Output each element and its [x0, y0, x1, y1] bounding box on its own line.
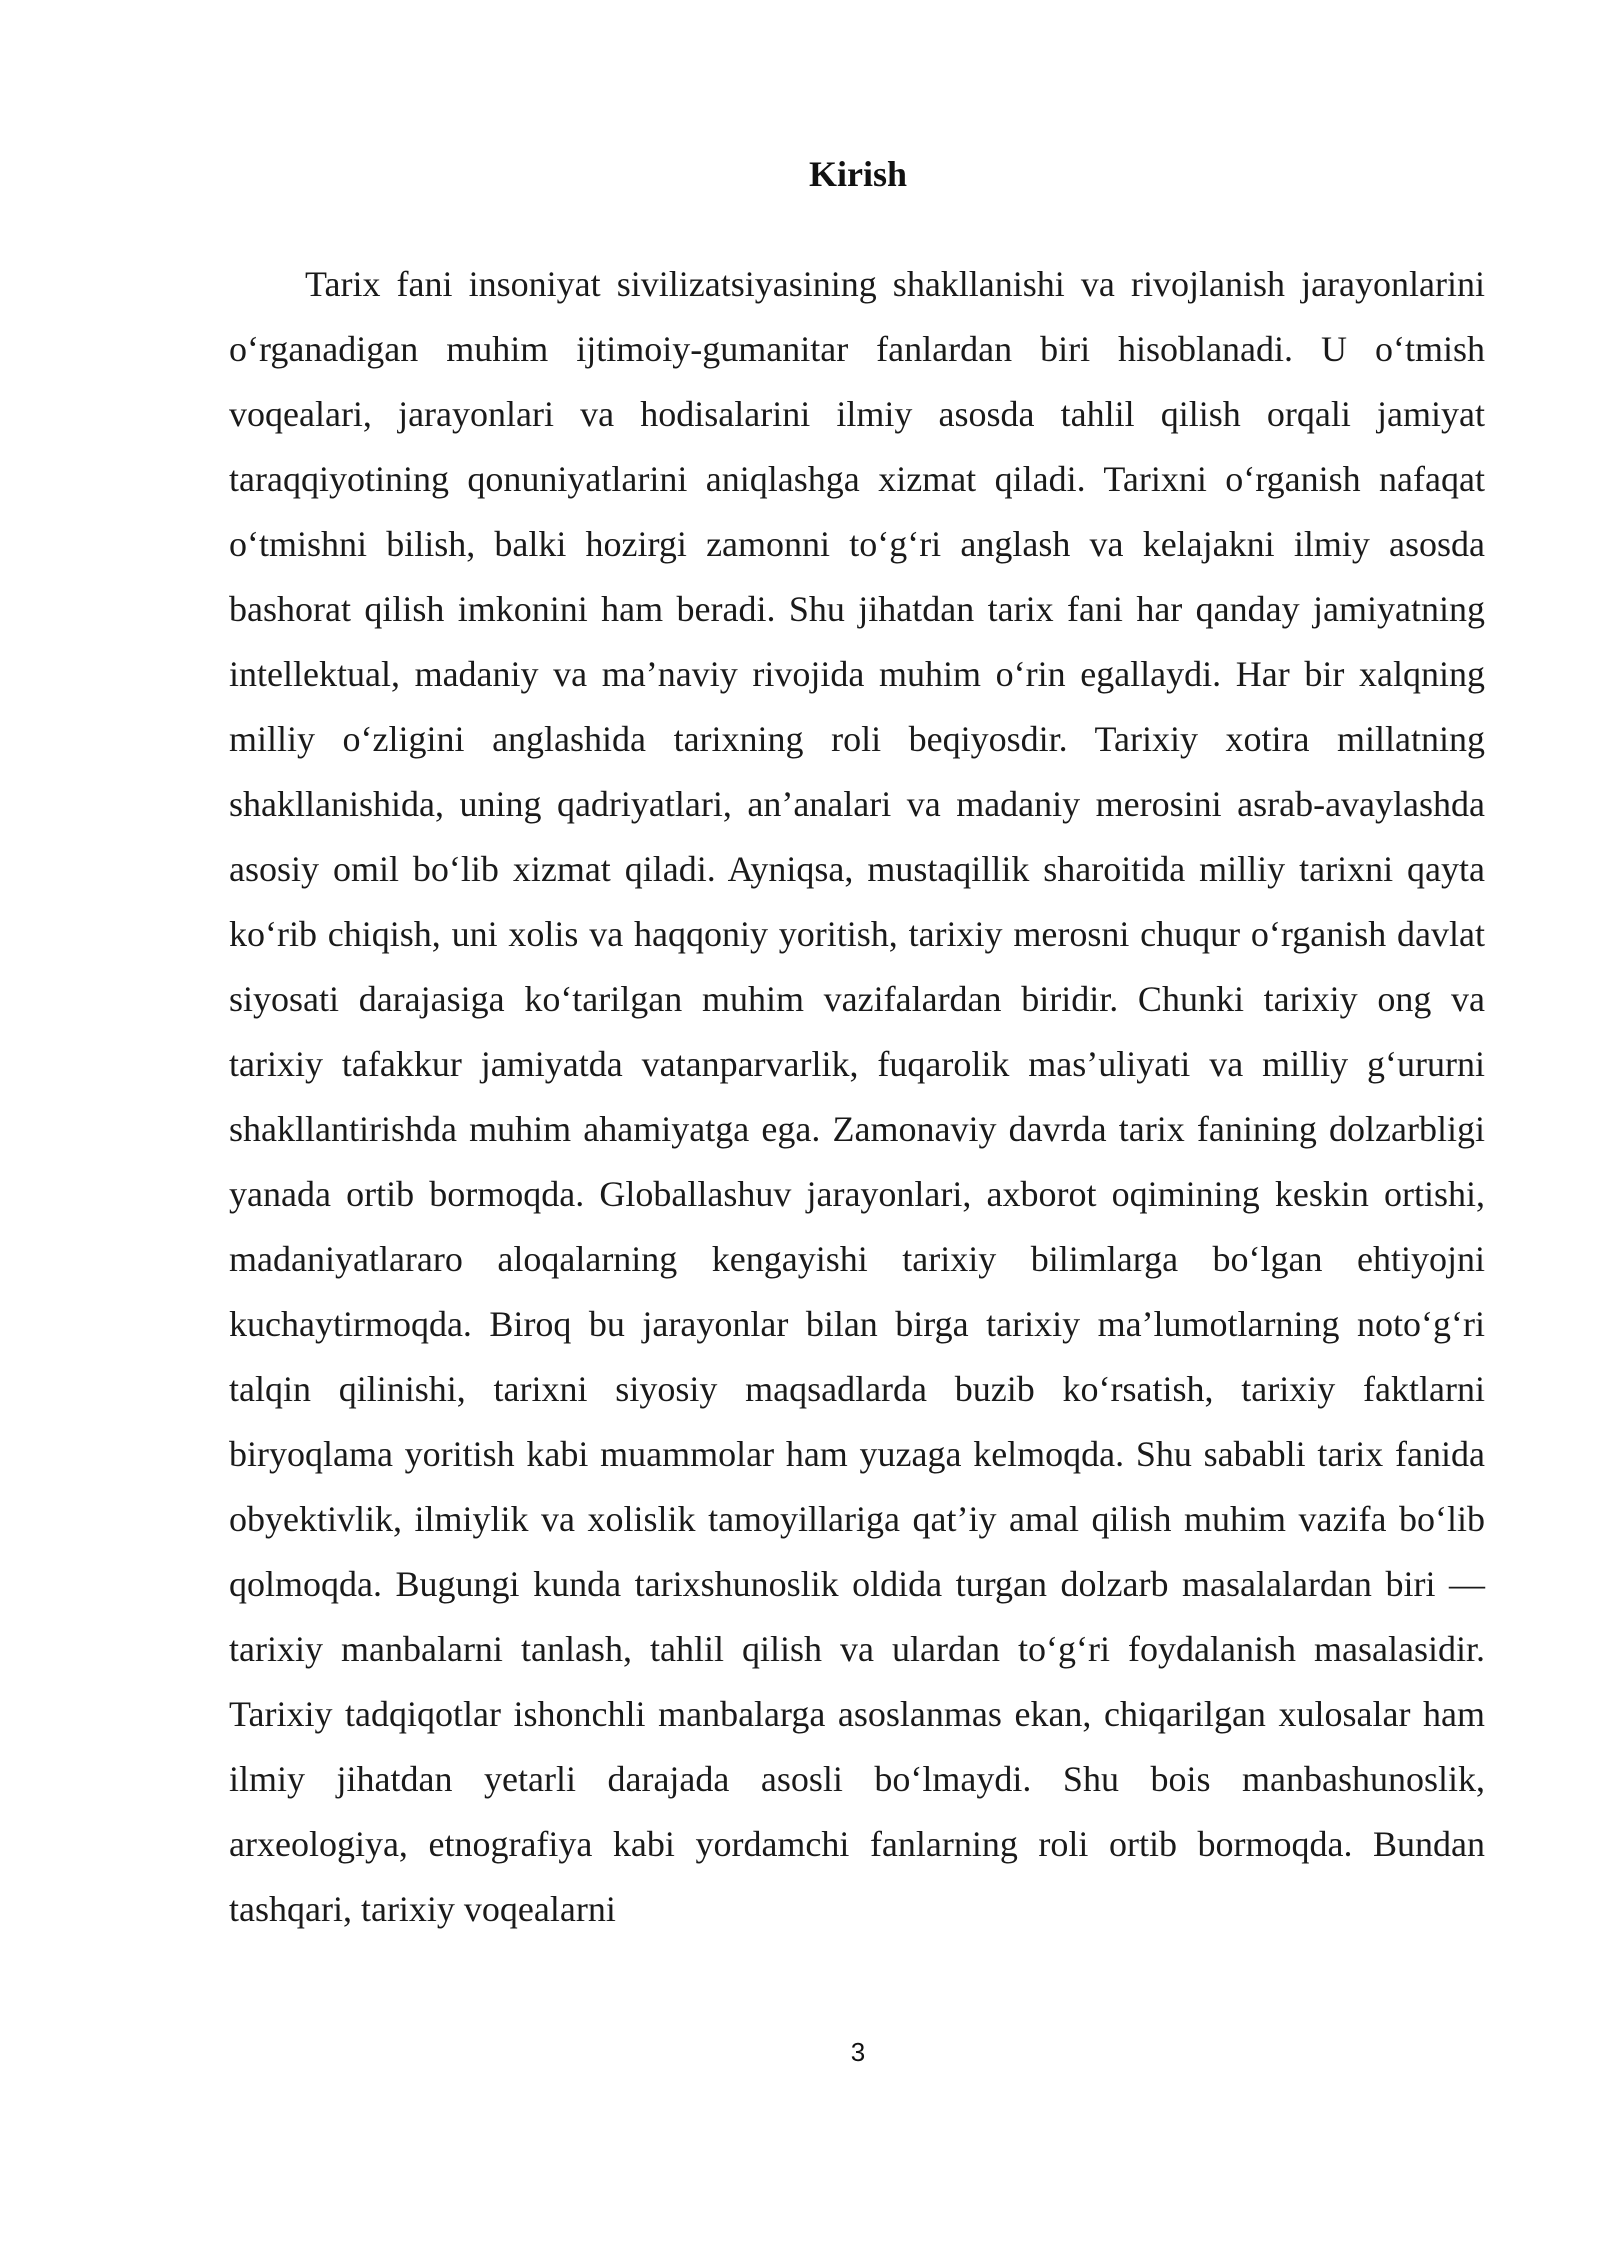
- section-title: Kirish: [808, 154, 907, 194]
- page-number: 3: [850, 2037, 866, 2067]
- body-paragraph: Tarix fani insoniyat sivilizatsiyasining shakllanishi va rivojlanish jarayonlarini o‘rganadigan muhim ijtimoiy-gumanitar fanlardan biri hisoblanadi. U o‘tmish voqealari, jarayonlari va hodisalarini ilmiy asosda tahlil qilish orqali jamiyat taraqqiyotining qonuniyatlarini aniqlashga xizmat qiladi. Tarixni o‘rganish nafaqat o‘tmishni bilish, balki hozirgi zamonni to‘g‘ri anglash va kelajakni ilmiy asosda bashorat qilish imkonini ham beradi. Shu jihatdan tarix fani har qanday jamiyatning intellektual, madaniy va ma’naviy rivojida muhim o‘rin egallaydi. Har bir xalqning milliy o‘zligini anglashida tarixning roli beqiyosdir. Tarixiy xotira millatning shakllanishida, uning qadriyatlari, an’analari va madaniy merosini asrab-avaylashda asosiy omil bo‘lib xizmat qiladi. Ayniqsa, mustaqillik sharoitida milliy tarixni qayta ko‘rib chiqish, uni xolis va haqqoniy yoritish, tarixiy merosni chuqur o‘rganish davlat siyosati darajasiga ko‘tarilgan muhim vazifalardan biridir. Chunki tarixiy ong va tarixiy tafakkur jamiyatda vatanparvarlik, fuqarolik mas’uliyati va milliy g‘ururni shakllantirishda muhim ahamiyatga ega. Zamonaviy davrda tarix fanining dolzarbligi yanada ortib bormoqda. Globallashuv jarayonlari, axborot oqimining keskin ortishi, madaniyatlararo aloqalarning kengayishi tarixiy bilimlarga bo‘lgan ehtiyojni kuchaytirmoqda. Biroq bu jarayonlar bilan birga tarixiy ma’lumotlarning noto‘g‘ri talqin qilinishi, tarixni siyosiy maqsadlarda buzib ko‘rsatish, tarixiy faktlarni biryoqlama yoritish kabi muammolar ham yuzaga kelmoqda. Shu sababli tarix fanida obyektivlik, ilmiylik va xolislik tamoyillariga qat’iy amal qilish muhim vazifa bo‘lib qolmoqda. Bugungi kunda tarixshunoslik oldida turgan dolzarb masalalardan biri — tarixiy manbalarni tanlash, tahlil qilish va ulardan to‘g‘ri foydalanish masalasidir. Tarixiy tadqiqotlar ishonchli manbalarga asoslanmas ekan, chiqarilgan xulosalar ham ilmiy jihatdan yetarli darajada asosli bo‘lmaydi. Shu bois manbashunoslik, arxeologiya, etnografiya kabi yordamchi fanlarning roli ortib bormoqda. Bundan tashqari, tarixiy voqealarni: [229, 264, 1485, 1929]
